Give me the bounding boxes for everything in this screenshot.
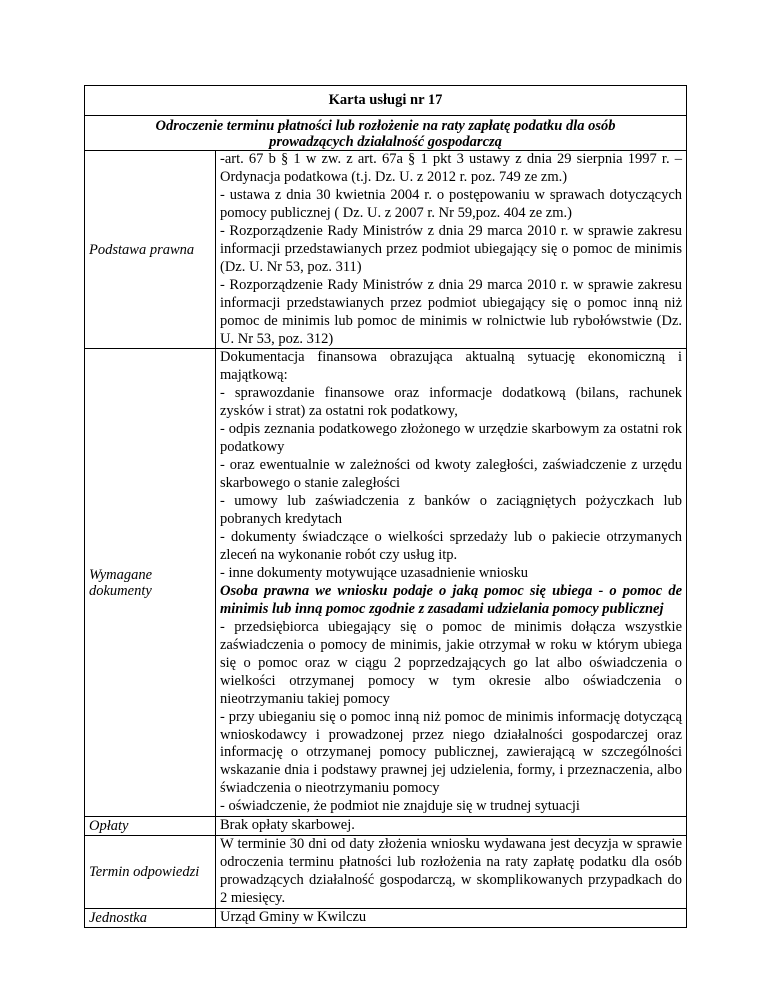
- row-required-documents: [85, 349, 687, 817]
- row-fees: [85, 817, 687, 836]
- document-item: - dokumenty świadczące o wielkości sprzedaży lub o pakiecie otrzymanych zleceń na wykonanie robót czy usług itp.: [220, 529, 683, 563]
- unit-value: Urząd Gminy w Kwilczu: [216, 909, 687, 928]
- fees-label: Opłaty: [85, 817, 216, 836]
- card-subtitle: Odroczenie terminu płatności lub rozłożenie na raty zapłatę podatku dla osób prowadzących działalność gospodarczą: [85, 116, 687, 151]
- service-card-table: [84, 85, 687, 928]
- row-legal-basis: [85, 151, 687, 349]
- required-documents-label-line: dokumenty: [89, 582, 152, 599]
- fees-value: Brak opłaty skarbowej.: [216, 817, 687, 836]
- unit-label: Jednostka: [85, 909, 216, 928]
- document-item: - oświadczenie, że podmiot nie znajduje się w trudnej sytuacji: [220, 798, 580, 815]
- document-item: - sprawozdanie finansowe oraz informacje dodatkową (bilans, rachunek zysków i strat) za ostatni rok podatkowy,: [220, 385, 683, 420]
- document-item: - umowy lub zaświadczenia z banków o zaciągniętych pożyczkach lub pobranych kredytach: [220, 493, 683, 528]
- legal-basis-content: [216, 151, 687, 349]
- response-time-value: W terminie 30 dni od daty złożenia wniosku wydawana jest decyzja w sprawie odroczenia terminu płatności lub rozłożenia na raty zapłatę podatku dla osób prowadzących działalność gospodarczą, w skomplikowanych przypadkach do 2 miesięcy.: [216, 836, 687, 909]
- legal-basis-item: - Rozporządzenie Rady Ministrów z dnia 29 marca 2010 r. w sprawie zakresu informacji przedstawianych przez podmiot ubiegający się o pomoc de minimis (Dz. U. Nr 53, poz. 311): [220, 222, 683, 275]
- required-documents-content: [216, 349, 687, 817]
- document-item: - odpis zeznania podatkowego złożonego w urzędzie skarbowym za ostatni rok podatkowy: [220, 421, 683, 456]
- legal-basis-item: - ustawa z dnia 30 kwietnia 2004 r. o postępowaniu w sprawach dotyczących pomocy publicznej ( Dz. U. z 2007 r. Nr 59,poz. 404 ze zm.): [220, 186, 683, 221]
- document-emphasis-note: Osoba prawna we wniosku podaje o jaką pomoc się ubiega - o pomoc de minimis lub inną pomoc zgodnie z zasadami udzielania pomocy publicznej: [220, 582, 683, 617]
- legal-basis-label: Podstawa prawna: [85, 151, 216, 349]
- row-unit: [85, 909, 687, 928]
- card-title: Karta usługi nr 17: [85, 86, 687, 116]
- legal-basis-item: - Rozporządzenie Rady Ministrów z dnia 29 marca 2010 r. w sprawie zakresu informacji przedstawianych przez podmiot ubiegający się o pomoc inną niż pomoc de minimis lub pomoc de minimis w rolnictwie lub rybołówstwie (Dz. U. Nr 53, poz. 312): [220, 276, 683, 347]
- required-documents-label: [85, 349, 216, 817]
- required-documents-label-line: Wymagane: [89, 566, 153, 583]
- document-item: - oraz ewentualnie w zależności od kwoty zaległości, zaświadczenie z urzędu skarbowego o stanie zaległości: [220, 457, 683, 492]
- document-item: - przy ubieganiu się o pomoc inną niż pomoc de minimis informację dotyczącą wnioskodawcy i prowadzonej przez niego działalności gospodarczej oraz informację o otrzymanej pomocy publicznej, zawierającą w szczególności wskazanie dnia i podstawy prawnej jej udzielenia, formy, i przeznaczenia, albo świadczenia o nieotrzymaniu pomocy: [220, 708, 683, 797]
- document-item: - inne dokumenty motywujące uzasadnienie wniosku: [220, 564, 529, 581]
- document-item: - przedsiębiorca ubiegający się o pomoc de minimis dołącza wszystkie zaświadczenia o pomocy de minimis, jakie otrzymał w roku w którym ubiega się o pomoc oraz w ciągu 2 poprzedzających go lat albo oświadczenia o wielkości otrzymanej pomocy w tym okresie albo oświadczenia o nieotrzymaniu takiej pomocy: [220, 618, 683, 707]
- document-item: Dokumentacja finansowa obrazująca aktualną sytuację ekonomiczną i majątkową:: [220, 349, 683, 384]
- response-time-label: Termin odpowiedzi: [85, 836, 216, 909]
- row-response-time: [85, 836, 687, 909]
- legal-basis-item: -art. 67 b § 1 w zw. z art. 67a § 1 pkt 3 ustawy z dnia 29 sierpnia 1997 r. – Ordynacja podatkowa (t.j. Dz. U. z 2012 r. poz. 749 ze zm.): [220, 151, 683, 185]
